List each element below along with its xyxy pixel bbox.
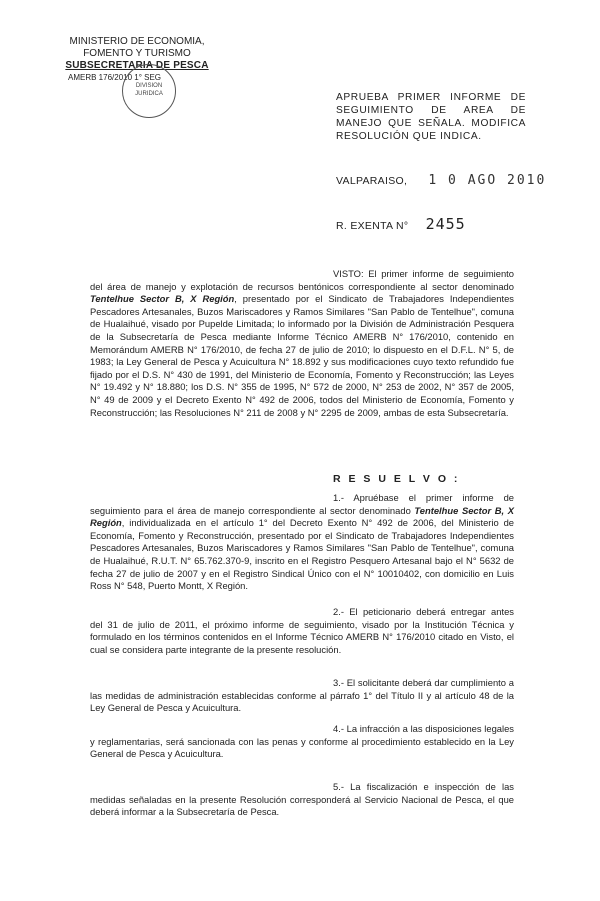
article-2: 2.- El peticionario deberá entregar antes del 31 de julio de 2011, el próximo informe de seguimiento, visado por la Institución Técnica y formulado en los términos contenidos en el Informe Técnico AMERB N° 176/2010 citado en Visto, el cual se considera parte integrante de la presente resolución.: [90, 606, 514, 655]
article-1-rest: , individualizada en el artículo 1° del Decreto Exento N° 492 de 2006, del Ministerio de Economía, Fomento y Reconstrucción, presentado por el Sindicato de Trabajadores Independientes Pescadores Artesanales, Buzos Mariscadores y Ramos Similares "San Pablo de Tentelhue", comuna de Hualaihué, R.U.T. N° 65.762.370-9, inscrito en el Registro Pesquero Artesanal bajo el N° 5632 de fecha 27 de julio de 2007 y en el Registro Sindical Único con el N° 10010402, con domicilio en Luis Ross N° 548, Puerto Montt, X Región.: [90, 517, 514, 592]
stamp-line-2: JURIDICA: [135, 91, 163, 97]
stamp-line-1: DIVISION: [135, 83, 163, 89]
visto-sector: Tentelhue Sector B, X Región: [90, 293, 235, 305]
resuelvo-heading: R E S U E L V O :: [333, 473, 460, 485]
article-4: 4.- La infracción a las disposiciones legales y reglamentarias, será sancionada con las penas y conforme al procedimiento establecido en la Ley General de Pesca y Acuicultura.: [90, 723, 514, 760]
place: VALPARAISO,: [336, 175, 408, 187]
article-5: 5.- La fiscalización e inspección de las medidas señaladas en la presente Resolución corresponderá al Servicio Nacional de Pesca, el que deberá informar a la Subsecretaría de Pesca.: [90, 781, 514, 818]
division-stamp: [122, 64, 176, 118]
visto-lead: VISTO: El primer informe de seguimiento del área de manejo y explotación de recursos bentónicos correspondiente al sector denominado: [90, 268, 514, 292]
article-1-lead: 1.- Apruébase el primer informe de seguimiento para el área de manejo correspondiente al sector denominado: [90, 492, 514, 516]
file-reference: AMERB 176/2010 1° SEG: [68, 73, 162, 82]
visto-rest: , presentado por el Sindicato de Trabajadores Independientes Pescadores Artesanales, Buzos Mariscadores y Ramos Similares "San Pablo de Tentelhue", comuna de Hualaihué, visado por Pupelde Limitada; lo informado por la División de Administración Pesquera de la Subsecretaría de Pesca mediante Informe Técnico AMERB N° 176/2010, contenido en Memorándum AMERB N° 176/2010, de fecha 27 de julio de 2010; lo dispuesto en el D.F.L. N° 5, de 1983; la Ley General de Pesca y Acuicultura N° 18.892 y sus modificaciones cuyo texto refundido fue fijado por el D.S. N° 430 de 1991, del Ministerio de Economía, Fomento y Reconstrucción; las Leyes N° 19.492 y N° 18.880; los D.S. N° 355 de 1995, N° 572 de 2000, N° 253 de 2002, N° 357 de 2005, N° 49 de 2009 y el Decreto Exento N° 492 de 2006, todos del Ministerio de Economía, Fomento y Reconstrucción; las Resoluciones N° 211 de 2008 y N° 2295 de 2009, ambas de esta Subsecretaría.: [90, 293, 514, 418]
letterhead-subsecretaria: SUBSECRETARIA DE PESCA: [65, 60, 209, 71]
article-1-sector: Tentelhue Sector B, X Región: [90, 504, 514, 529]
place-date-line: [336, 173, 546, 188]
article-3: 3.- El solicitante deberá dar cumplimiento a las medidas de administración establecidas conforme al párrafo 1° del Título II y al artículo 48 de la Ley General de Pesca y Acuicultura.: [90, 677, 514, 714]
visto-paragraph: [90, 268, 514, 419]
resolution-label: R. EXENTA N°: [336, 220, 409, 232]
resolution-summary: APRUEBA PRIMER INFORME DE SEGUIMIENTO DE AREA DE MANEJO QUE SEÑALA. MODIFICA RESOLUCIÓN QUE INDICA.: [336, 92, 526, 142]
article-1: [90, 492, 514, 593]
letterhead-ministry-sub: FOMENTO Y TURISMO: [83, 48, 191, 59]
letterhead-ministry: MINISTERIO DE ECONOMIA,: [69, 36, 205, 47]
resolution-number-line: [336, 215, 466, 233]
resolution-number: 2455: [425, 215, 466, 233]
stamped-date: 1 0 AGO 2010: [428, 173, 547, 188]
